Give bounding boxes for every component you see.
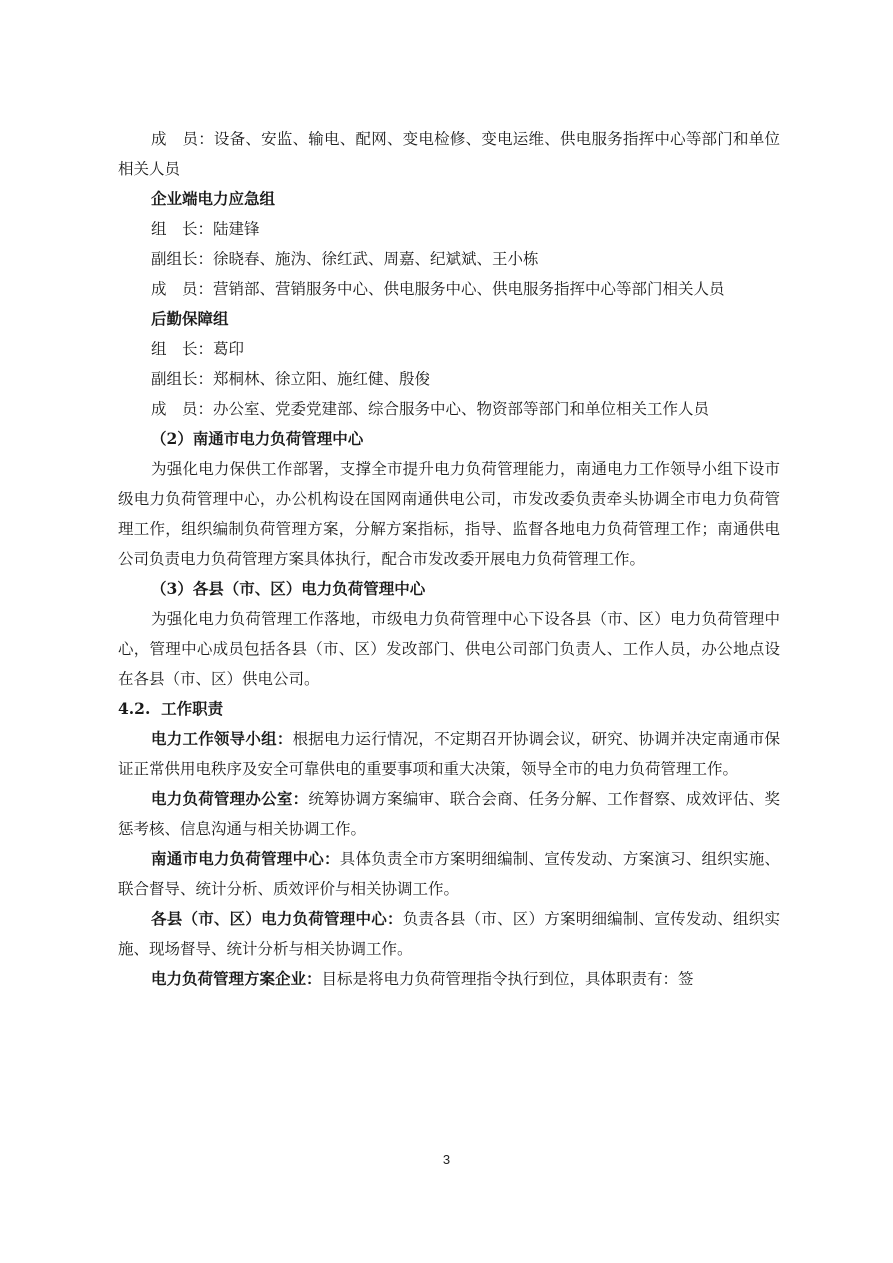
section-4-2-heading: 4.2. 工作职责 (118, 699, 224, 718)
page-number: 3 (442, 1152, 451, 1167)
group3-title: 后勤保障组 (151, 309, 229, 328)
group1-members: 成 员：设备、安监、输电、配网、变电检修、变电运维、供电服务指挥中心等部门和单位相关人员 (118, 130, 780, 178)
subsection-3-body: 为强化电力负荷管理工作落地，市级电力负荷管理中心下设各县（市、区）电力负荷管理中心，管理中心成员包括各县（市、区）发改部门、供电公司部门负责人、工作人员，办公地点设在各县（市、区）供电公司。 (118, 610, 780, 688)
group3-members: 成 员：办公室、党委党建部、综合服务中心、物资部等部门和单位相关工作人员 (151, 400, 710, 418)
duty-city-center: 南通市电力负荷管理中心：具体负责全市方案明细编制、宣传发动、方案演习、组织实施、联合督导、统计分析、质效评价与相关协调工作。 (118, 849, 780, 898)
group3-leader: 组 长：葛印 (151, 340, 245, 358)
subsection-2-heading: （2）南通市电力负荷管理中心 (151, 429, 364, 448)
duty-county-center: 各县（市、区）电力负荷管理中心：负责各县（市、区）方案明细编制、宣传发动、组织实施、现场督导、统计分析与相关协调工作。 (118, 909, 780, 958)
group2-deputy: 副组长：徐晓春、施沩、徐红武、周嘉、纪斌斌、王小栋 (151, 250, 539, 268)
subsection-2-body: 为强化电力保供工作部署，支撑全市提升电力负荷管理能力，南通电力工作领导小组下设市级电力负荷管理中心，办公机构设在国网南通供电公司，市发改委负责牵头协调全市电力负荷管理工作，组织编制负荷管理方案，分解方案指标，指导、监督各地电力负荷管理工作；南通供电公司负责电力负荷管理方案具体执行，配合市发改委开展电力负荷管理工作。 (118, 460, 780, 568)
document-body (118, 124, 780, 994)
group2-leader: 组 长：陆建锋 (151, 220, 260, 238)
group3-deputy: 副组长：郑桐林、徐立阳、施红健、殷俊 (151, 370, 431, 388)
group2-members: 成 员：营销部、营销服务中心、供电服务中心、供电服务指挥中心等部门相关人员 (151, 280, 725, 298)
duty-enterprises: 电力负荷管理方案企业：目标是将电力负荷管理指令执行到位，具体职责有：签 (151, 969, 694, 988)
duty-load-office: 电力负荷管理办公室：统筹协调方案编审、联合会商、任务分解、工作督察、成效评估、奖惩考核、信息沟通与相关协调工作。 (118, 789, 780, 838)
duty-leadership-group: 电力工作领导小组：根据电力运行情况，不定期召开协调会议，研究、协调并决定南通市保证正常供用电秩序及安全可靠供电的重要事项和重大决策，领导全市的电力负荷管理工作。 (118, 729, 780, 778)
subsection-3-heading: （3）各县（市、区）电力负荷管理中心 (151, 579, 426, 598)
group2-title: 企业端电力应急组 (151, 189, 276, 208)
